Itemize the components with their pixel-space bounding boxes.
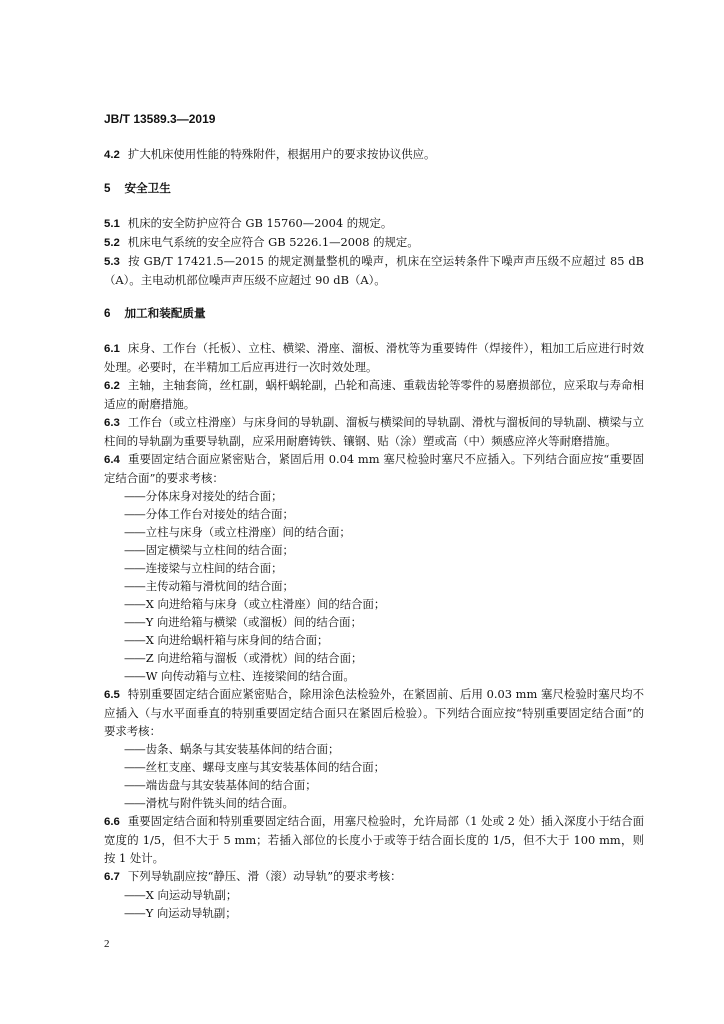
- list-item: —— Y 向运动导轨副；: [124, 904, 644, 922]
- clause-6-1: [104, 339, 644, 376]
- clause-number: 4.2: [104, 149, 120, 161]
- list-item: —— 分体床身对接处的结合面；: [124, 487, 644, 505]
- clause-text: 机床的安全防护应符合 GB 15760—2004 的规定。: [127, 216, 393, 230]
- clause-number: 5.1: [104, 218, 120, 230]
- page-number: 2: [104, 938, 110, 950]
- list-item: —— 主传动箱与滑枕间的结合面；: [124, 577, 644, 595]
- clause-5-2: [104, 233, 644, 252]
- section-5-heading: [104, 180, 644, 198]
- list-item: —— X 向进给蜗杆箱与床身间的结合面；: [124, 631, 644, 649]
- clause-number: 6.6: [104, 816, 120, 828]
- clause-5-3: [104, 252, 644, 289]
- list-item: —— W 向传动箱与立柱、连接梁间的结合面。: [124, 667, 644, 685]
- clause-number: 6.7: [104, 871, 120, 883]
- list-item: —— 丝杠支座、螺母支座与其安装基体间的结合面；: [124, 758, 644, 776]
- list-item: —— 齿条、蜗条与其安装基体间的结合面；: [124, 740, 644, 758]
- list-item: —— Y 向进给箱与横梁（或溜板）间的结合面；: [124, 613, 644, 631]
- clause-6-6: [104, 812, 644, 867]
- list-item: —— 立柱与床身（或立柱滑座）间的结合面；: [124, 523, 644, 541]
- clause-4-2: [104, 145, 644, 164]
- clause-text: 床身、工作台（托板）、立柱、横梁、滑座、溜板、滑枕等为重要铸件（焊接件），粗加工后应进行时效处理。必要时，在半精加工后应再进行一次时效处理。: [104, 341, 644, 374]
- clause-text: 工作台（或立柱滑座）与床身间的导轨副、溜板与横梁间的导轨副、滑枕与溜板间的导轨副、横梁与立柱间的导轨副为重要导轨副，应采用耐磨铸铁、镶钢、贴（涂）塑或高（中）频感应淬火等耐磨措施。: [104, 415, 644, 448]
- clause-number: 5.3: [104, 256, 120, 268]
- clause-6-4-list: [104, 487, 644, 685]
- clause-6-2: [104, 376, 644, 413]
- clause-text: 按 GB/T 17421.5—2015 的规定测量整机的噪声，机床在空运转条件下噪声声压级不应超过 85 dB（A）。主电动机部位噪声声压级不应超过 90 dB（A）。: [104, 254, 644, 287]
- clause-6-7-list: [104, 886, 644, 922]
- clause-6-4: [104, 450, 644, 487]
- section-6-heading: [104, 305, 644, 323]
- standard-code: JB/T 13589.3—2019: [104, 112, 216, 126]
- section-title: 加工和装配质量: [124, 307, 206, 320]
- clause-number: 6.1: [104, 343, 120, 355]
- list-item: —— 滑枕与附件铣头间的结合面。: [124, 794, 644, 812]
- clause-number: 6.5: [104, 689, 120, 701]
- list-item: —— 固定横梁与立柱间的结合面；: [124, 541, 644, 559]
- clause-6-7: [104, 867, 644, 886]
- clause-number: 6.4: [104, 454, 120, 466]
- document-body: [104, 145, 644, 922]
- section-title: 安全卫生: [124, 182, 171, 195]
- clause-text: 扩大机床使用性能的特殊附件，根据用户的要求按协议供应。: [127, 147, 436, 161]
- clause-text: 重要固定结合面和特别重要固定结合面，用塞尺检验时，允许局部（1 处或 2 处）插入深度小于结合面宽度的 1/5，但不大于 5 mm；若插入部位的长度小于或等于结合面长度的 1/5，但不大于 100 mm，则按 1 处计。: [104, 814, 644, 865]
- clause-number: 6.3: [104, 417, 120, 429]
- clause-6-5: [104, 685, 644, 740]
- list-item: —— 连接梁与立柱间的结合面；: [124, 559, 644, 577]
- clause-text: 下列导轨副应按“静压、滑（滚）动导轨”的要求考核：: [127, 869, 402, 883]
- clause-text: 主轴，主轴套筒，丝杠副，蜗杆蜗轮副，凸轮和高速、重载齿轮等零件的易磨损部位，应采取与寿命相适应的耐磨措施。: [104, 378, 644, 411]
- clause-text: 机床电气系统的安全应符合 GB 5226.1—2008 的规定。: [127, 235, 419, 249]
- list-item: —— Z 向进给箱与溜板（或滑枕）间的结合面；: [124, 649, 644, 667]
- list-item: —— 端齿盘与其安装基体间的结合面；: [124, 776, 644, 794]
- list-item: —— X 向进给箱与床身（或立柱滑座）间的结合面；: [124, 595, 644, 613]
- clause-6-5-list: [104, 740, 644, 812]
- clause-text: 重要固定结合面应紧密贴合，紧固后用 0.04 mm 塞尺检验时塞尺不应插入。下列结合面应按“重要固定结合面”的要求考核：: [104, 452, 644, 485]
- section-number: 6: [104, 307, 111, 320]
- list-item: —— X 向运动导轨副；: [124, 886, 644, 904]
- clause-number: 5.2: [104, 237, 120, 249]
- clause-number: 6.2: [104, 380, 120, 392]
- clause-text: 特别重要固定结合面应紧密贴合，除用涂色法检验外，在紧固前、后用 0.03 mm 塞尺检验时塞尺均不应插入（与水平面垂直的特别重要固定结合面只在紧固后检验）。下列结合面应按“特别重要固定结合面”的要求考核：: [104, 687, 644, 738]
- clause-6-3: [104, 413, 644, 450]
- clause-5-1: [104, 214, 644, 233]
- list-item: —— 分体工作台对接处的结合面；: [124, 505, 644, 523]
- section-number: 5: [104, 182, 111, 195]
